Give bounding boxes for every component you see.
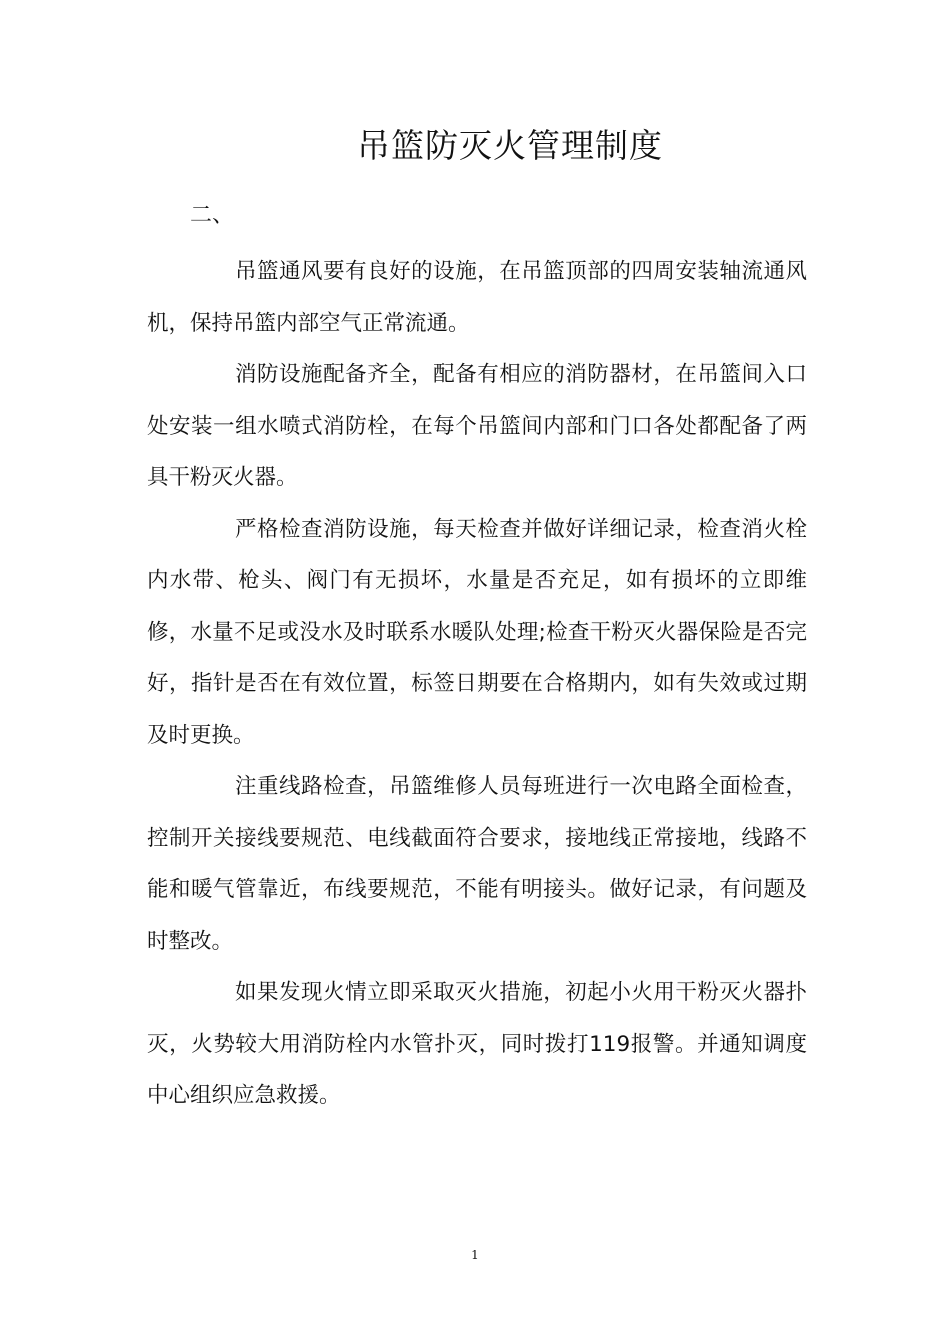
document-body <box>147 246 807 1122</box>
paragraph-inspection: 严格检查消防设施，每天检查并做好详细记录，检查消火栓内水带、枪头、阀门有无损坏，水量是否充足，如有损坏的立即维修，水量不足或没水及时联系水暖队处理;检查干粉灭火器保险是否完好，指针是否在有效位置，标签日期要在合格期内，如有失效或过期及时更换。 <box>147 516 807 748</box>
document-title: 吊篮防灭火管理制度 <box>357 126 663 165</box>
paragraph-wiring-check: 注重线路检查，吊篮维修人员每班进行一次电路全面检查，控制开关接线要规范、电线截面符合要求，接地线正常接地，线路不能和暖气管靠近，布线要规范，不能有明接头。做好记录，有问题及时整改。 <box>147 774 807 954</box>
paragraph-fire-equipment: 消防设施配备齐全，配备有相应的消防器材，在吊篮间入口处安装一组水喷式消防栓，在每个吊篮间内部和门口各处都配备了两具干粉灭火器。 <box>147 362 807 490</box>
section-heading: 二、 <box>190 203 235 228</box>
paragraph-fire-response: 如果发现火情立即采取灭火措施，初起小火用干粉灭火器扑灭，火势较大用消防栓内水管扑灭，同时拨打119报警。并通知调度中心组织应急救援。 <box>147 980 807 1108</box>
page-number: 1 <box>471 1248 479 1262</box>
paragraph-ventilation: 吊篮通风要有良好的设施，在吊篮顶部的四周安装轴流通风机，保持吊篮内部空气正常流通。 <box>147 259 807 336</box>
